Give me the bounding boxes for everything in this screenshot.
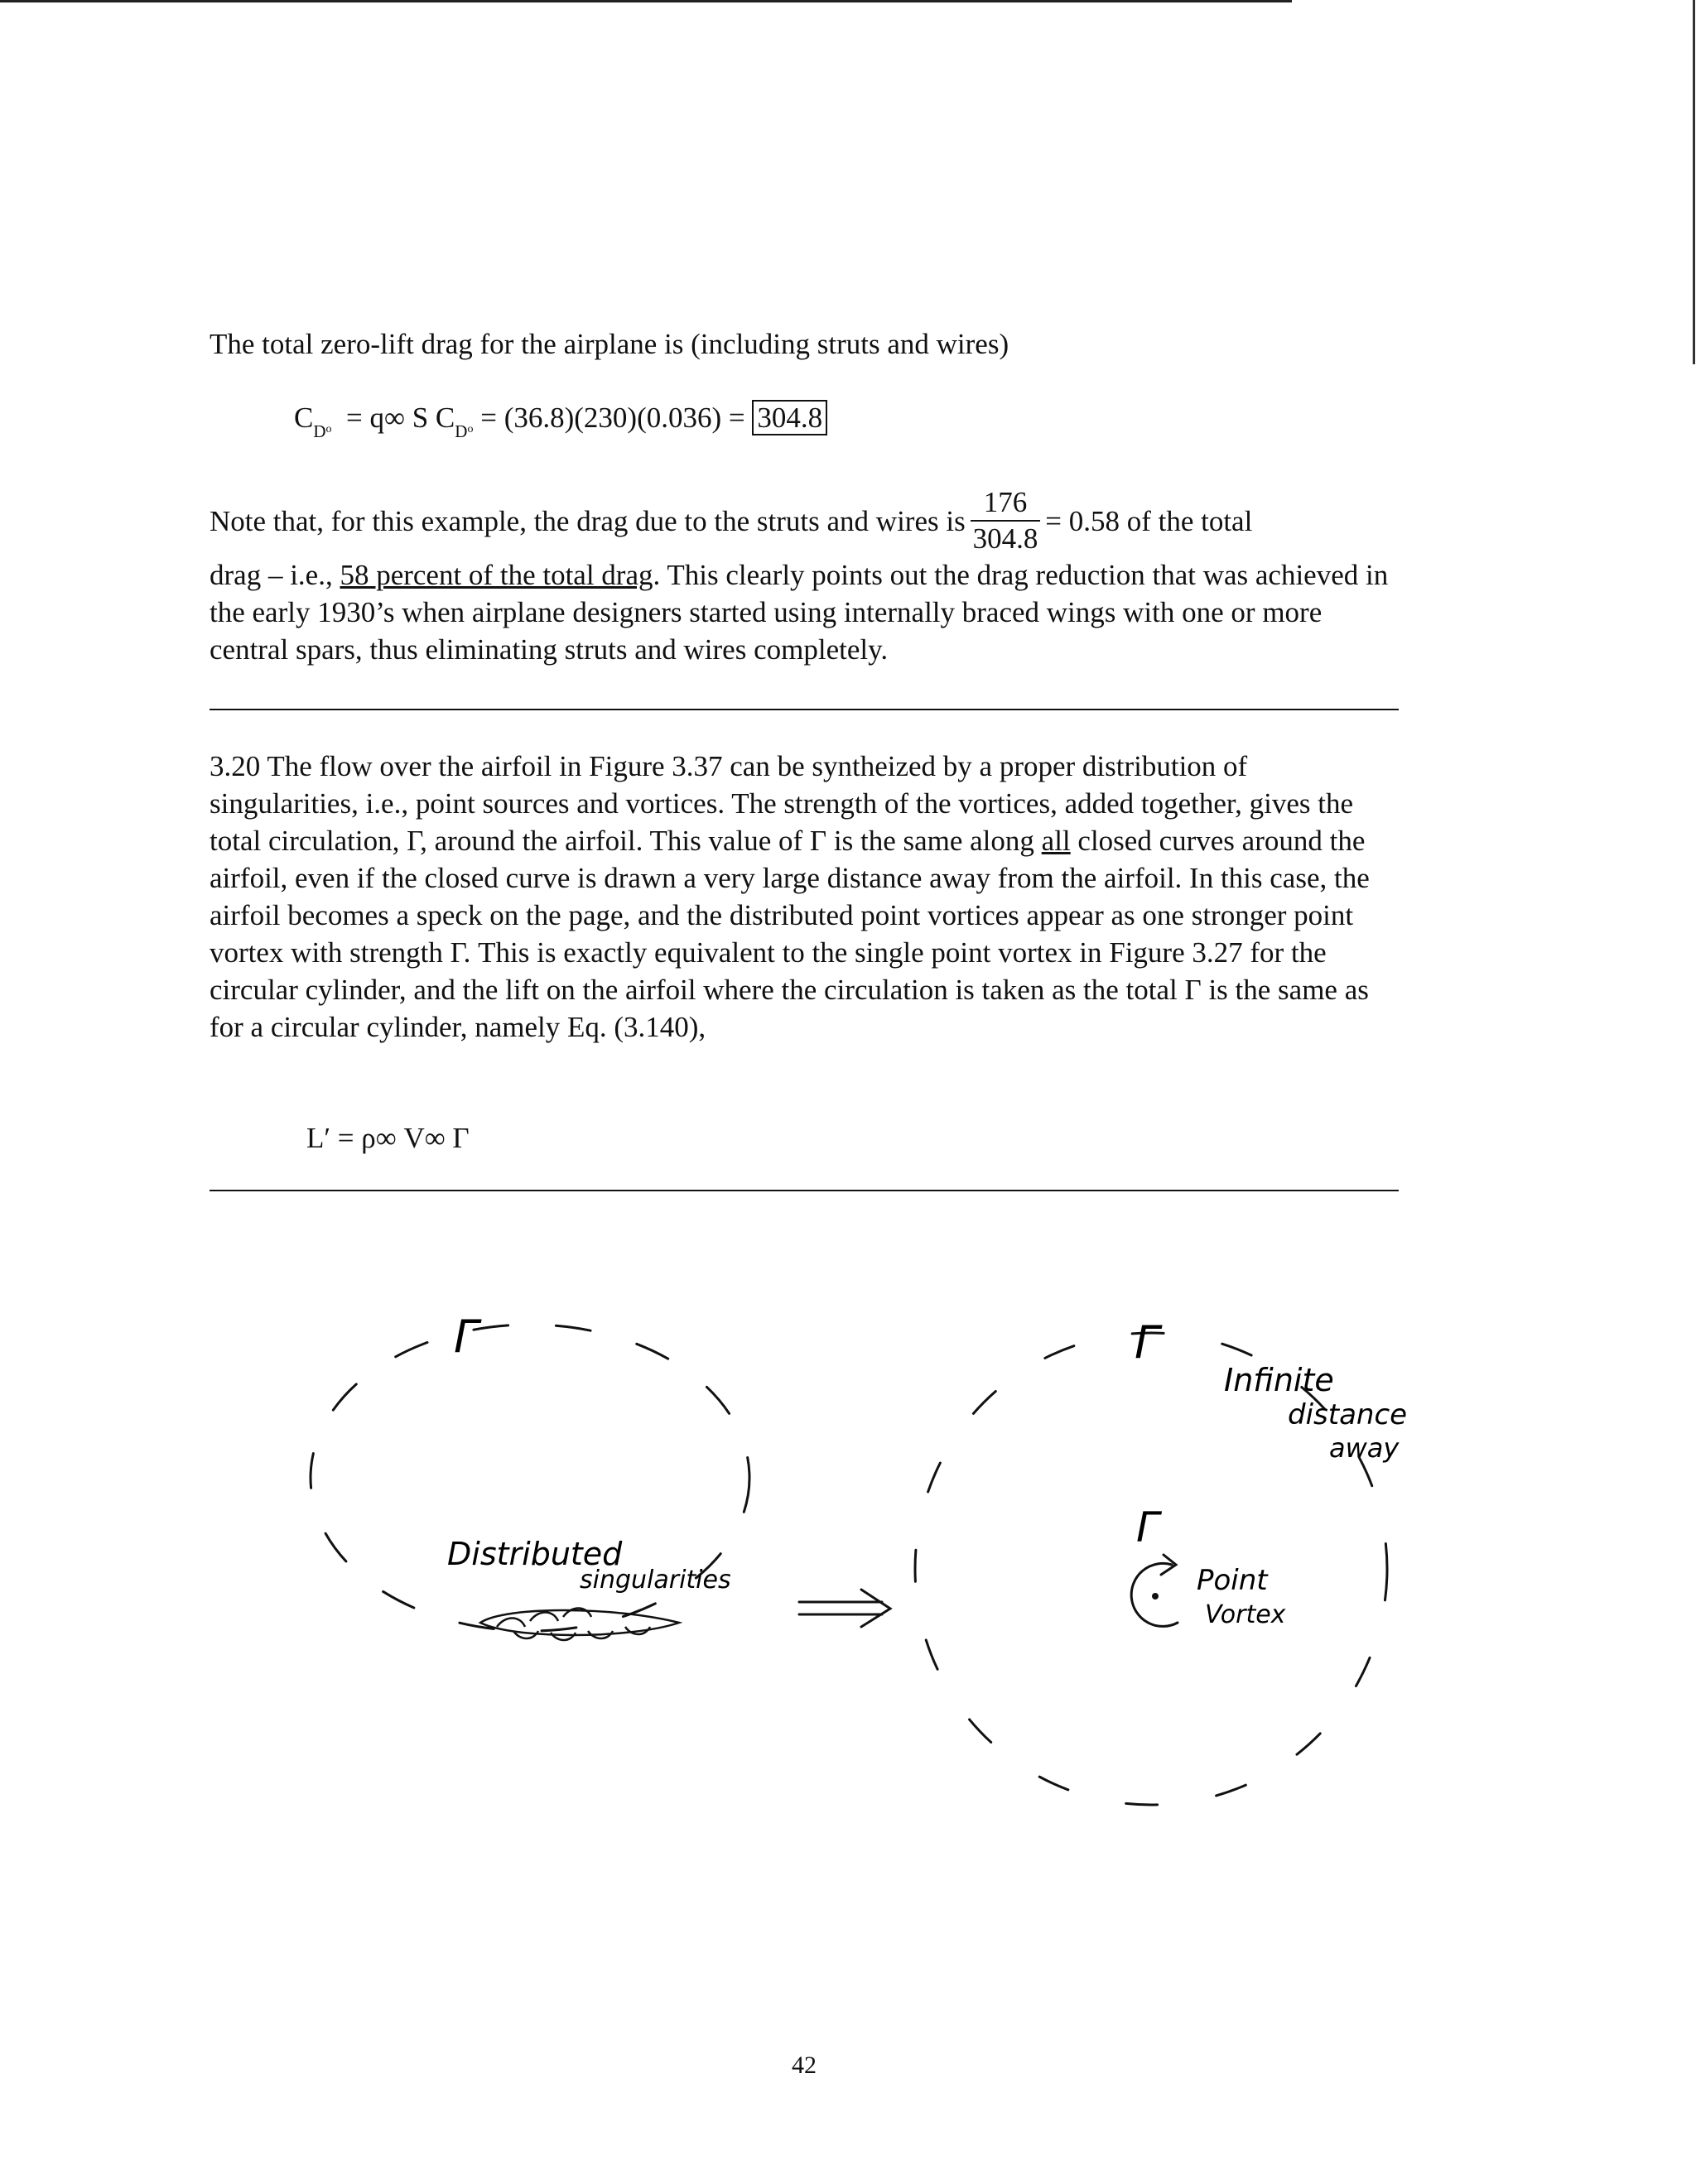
divider-2 [210, 1190, 1399, 1191]
note-line2-rest: . This clearly points out the drag reduction that was achieved in the early 1930’s when airplane designers started using internally braced wings with one or more central spars, thus eliminating struts and wires completely. [210, 559, 1389, 666]
eq1-lhs: C [294, 402, 314, 434]
page-right-edge [1693, 0, 1695, 364]
label-infinite: Infinite [1224, 1362, 1334, 1398]
problem-3-20-text: 3.20 The flow over the airfoil in Figure 3.37 can be syntheized by a proper distribution of singularities, i.e., point sources and vortices. The strength of the vortices, added together, gives the total circulation, Γ, around the airfoil. This value of Γ is the same along all closed curves around the airfoil, even if the closed curve is drawn a very large distance away from the airfoil. In this case, the airfoil becomes a speck on the page, and the distributed point vortices appear as one stronger point vortex with strength Γ. This is exactly equivalent to the single point vortex in Figure 3.27 for the circular cylinder, and the lift on the airfoil where the circulation is taken as the total Γ is the same as for a circular cylinder, namely Eq. (3.140), [210, 750, 1370, 1043]
note-lead: Note that, for this example, the drag due to the struts and wires is [210, 504, 966, 537]
implies-arrow [799, 1590, 890, 1627]
point-vortex-sketch [1131, 1555, 1178, 1626]
note-line2-start: drag – i.e., [210, 559, 333, 591]
label-singularities: singularities [580, 1566, 731, 1595]
label-distributed: Distributed [447, 1536, 623, 1572]
eq1-rhs: = (36.8)(230)(0.036) = [480, 402, 745, 434]
note-tail: = 0.58 of the total [1045, 504, 1253, 537]
eq1-middle: = q∞ S C [346, 402, 455, 434]
equation-total-drag: $C_Do = q\infty$ S $C_Do = (36.8)(230)(0.036) = 304.8$ [294, 402, 827, 435]
page-number: 42 [792, 2052, 817, 2079]
gamma-left: Γ [454, 1311, 479, 1363]
fraction-denominator: 304.8 [972, 522, 1038, 555]
divider-1 [210, 709, 1399, 710]
label-away: away [1329, 1432, 1400, 1464]
gamma-point-vortex: Γ [1136, 1503, 1159, 1551]
label-distance: distance [1288, 1398, 1408, 1431]
label-vortex: Vortex [1205, 1600, 1286, 1629]
point-vortex-dot [1152, 1593, 1159, 1600]
circulation-figure [0, 1292, 1696, 1871]
paragraph-total-drag: The total zero-lift drag for the airplane is (including struts and wires) [210, 328, 1009, 360]
fraction-numerator: 176 [971, 485, 1041, 522]
underlined-all: all [1041, 825, 1071, 857]
distributed-vortices-sketch [480, 1609, 679, 1641]
gamma-top-right: Γ [1135, 1316, 1160, 1369]
page-top-edge [0, 0, 1292, 2]
label-point: Point [1197, 1564, 1268, 1597]
drag-fraction [971, 485, 1041, 556]
paragraph-note [210, 485, 1402, 668]
equation-lift: L′ = ρ∞ V∞ Γ [306, 1122, 470, 1154]
eq1-result-boxed: 304.8 [752, 400, 827, 435]
note-underlined-phrase: 58 percent of the total drag [340, 559, 653, 591]
